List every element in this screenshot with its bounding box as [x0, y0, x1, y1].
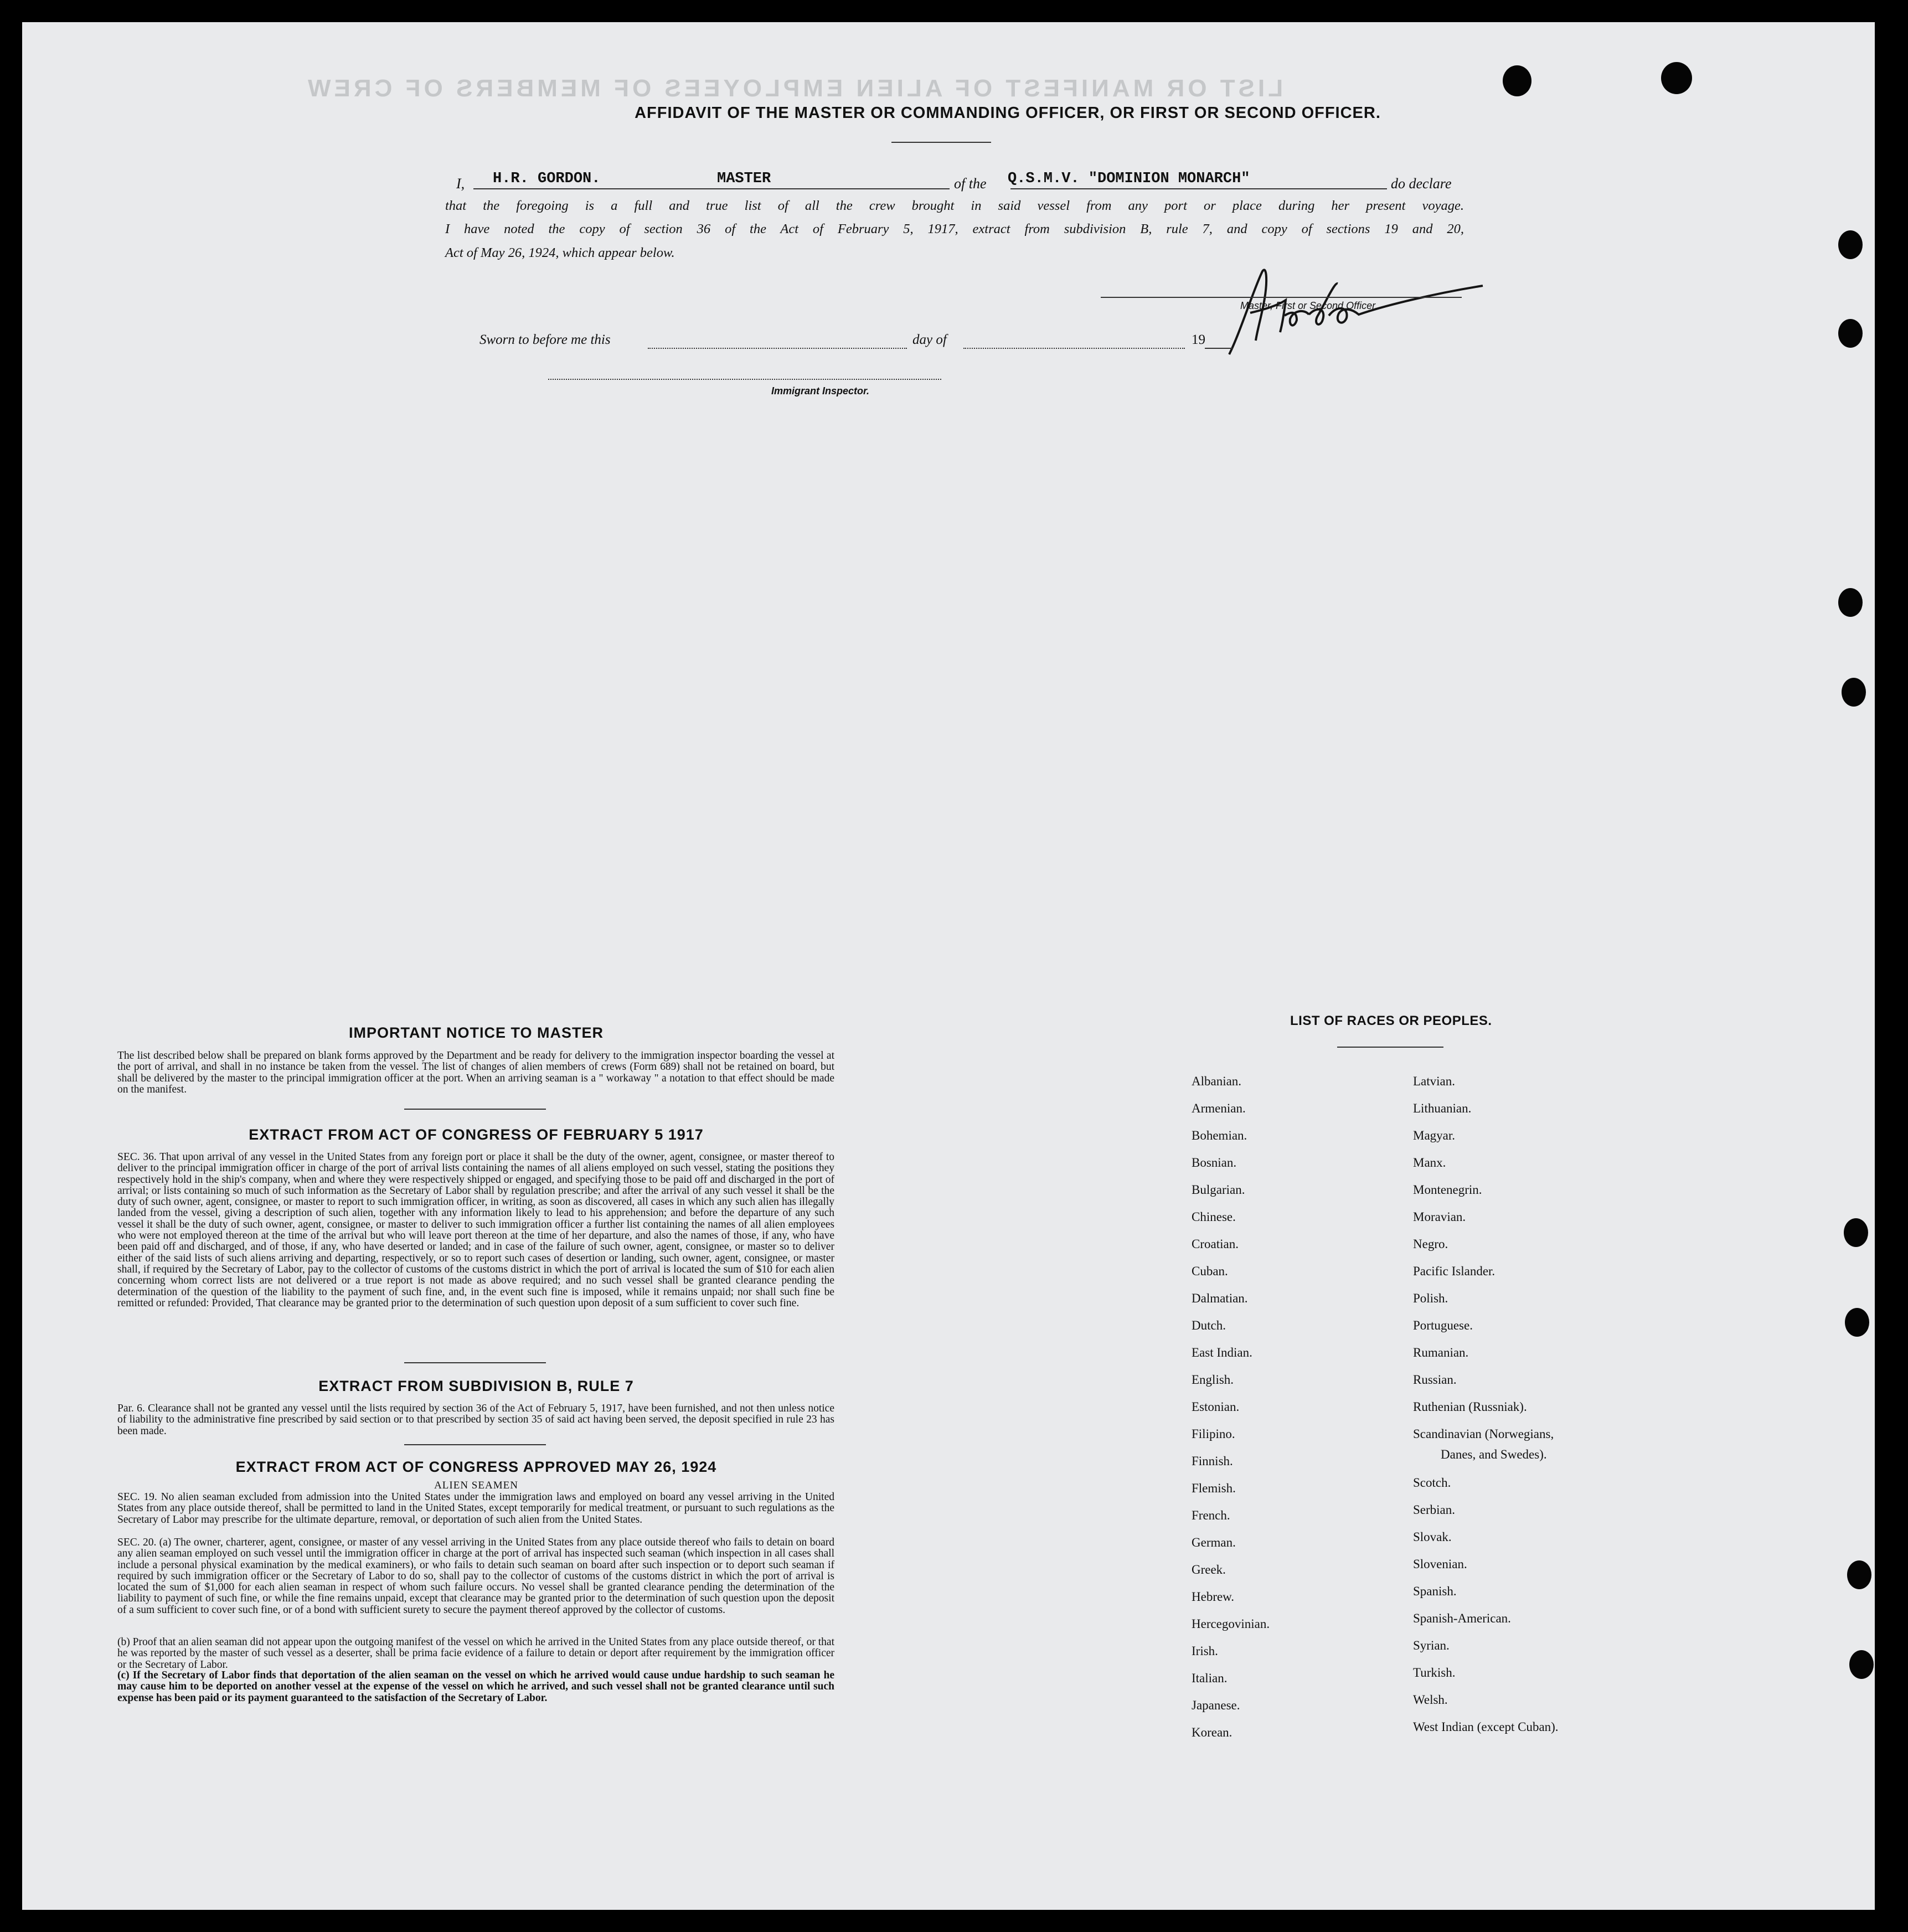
- race-item: Hercegovinian.: [1192, 1617, 1270, 1631]
- race-item: Lithuanian.: [1413, 1101, 1472, 1115]
- binder-hole: [1838, 588, 1863, 617]
- year-label: 19: [1192, 332, 1205, 347]
- race-item: Chinese.: [1192, 1210, 1236, 1224]
- binder-hole-top-right: [1661, 62, 1692, 94]
- name-underline: [473, 188, 950, 189]
- extract-rule7-title: EXTRACT FROM SUBDIVISION B, RULE 7: [318, 1378, 634, 1394]
- bleed-through-text: LIST OR MANIFEST OF ALIEN EMPLOYEES OF MEMBERS OF CREW: [305, 75, 1283, 102]
- of-the-label: of the: [954, 176, 987, 192]
- race-item: Pacific Islander.: [1413, 1264, 1496, 1278]
- signature-line: [1101, 297, 1462, 298]
- race-item: Filipino.: [1192, 1427, 1235, 1441]
- race-item: Bohemian.: [1192, 1129, 1247, 1142]
- month-line: [963, 348, 1185, 349]
- title-rule: [891, 142, 991, 143]
- race-item: Spanish.: [1413, 1584, 1457, 1598]
- race-item: Estonian.: [1192, 1400, 1240, 1414]
- race-item: Korean.: [1192, 1725, 1233, 1739]
- affidavit-line-3: I have noted the copy of section 36 of the Act of February 5, 1917, extract from subdivision B, rule 7, and copy of sections 19 and 20,: [445, 221, 1464, 236]
- binder-hole: [1842, 678, 1866, 707]
- race-item: Latvian.: [1413, 1074, 1455, 1088]
- notice-body: The list described below shall be prepared on blank forms approved by the Department and be ready for delivery to the immigration inspector boarding the vessel at the port of arrival, and shall in no instance be taken from the vessel. The list of changes of alien members of crews (Form 689) shall not be retained on board, but shall be delivered by the master to the principal immigration officer at the port. When an arriving seaman is a " workaway " a notation to that effect should be made on the manifest.: [117, 1050, 834, 1095]
- race-item: Danes, and Swedes).: [1441, 1447, 1547, 1461]
- race-item: East Indian.: [1192, 1346, 1252, 1359]
- affidavit-title: AFFIDAVIT OF THE MASTER OR COMMANDING OFFICER, OR FIRST OR SECOND OFFICER.: [635, 104, 1381, 122]
- year-line: [1205, 348, 1233, 349]
- race-item: Armenian.: [1192, 1101, 1246, 1115]
- extract-rule7-body: Par. 6. Clearance shall not be granted any vessel until the lists required by section 36 of the Act of February 5, 1917, have been furnished, and not then unless notice of liability to the administrative fine prescribed by said section or to that prescribed by section 35 of said act having been served, the deposit specified in rule 23 has been made.: [117, 1403, 834, 1437]
- extract-1924-sec20c: (c) If the Secretary of Labor finds that deportation of the alien seaman on the vessel on which he arrived would cause undue hardship to such seaman he may cause him to be deported on another vessel at the expense of the vessel on which he arrived, and such vessel shall not be granted clearance until such expense has been paid or its payment guaranteed to the satisfaction of the Secretary of Labor.: [117, 1670, 834, 1704]
- race-item: West Indian (except Cuban).: [1413, 1720, 1559, 1734]
- master-name: H.R. GORDON.: [493, 171, 601, 187]
- binder-hole: [1838, 319, 1863, 348]
- race-item: Japanese.: [1192, 1698, 1240, 1712]
- race-item: Hebrew.: [1192, 1590, 1235, 1604]
- extract-1917-rule: [404, 1362, 546, 1363]
- race-item: Moravian.: [1413, 1210, 1466, 1224]
- race-item: Dutch.: [1192, 1318, 1226, 1332]
- race-item: Bulgarian.: [1192, 1183, 1245, 1197]
- race-item: Scandinavian (Norwegians,: [1413, 1427, 1554, 1441]
- race-item: Finnish.: [1192, 1454, 1233, 1468]
- extract-rule7-rule: [404, 1444, 546, 1445]
- race-item: Rumanian.: [1413, 1346, 1469, 1359]
- inspector-line: [548, 379, 941, 380]
- race-item: Portuguese.: [1413, 1318, 1473, 1332]
- extract-1924-title: EXTRACT FROM ACT OF CONGRESS APPROVED MAY 26, 1924: [235, 1459, 717, 1475]
- extract-1917-title: EXTRACT FROM ACT OF CONGRESS OF FEBRUARY 5 1917: [249, 1126, 704, 1143]
- affidavit-line-2: that the foregoing is a full and true list of all the crew brought in said vessel from any port or place during her present voyage.: [445, 198, 1464, 213]
- binder-hole-top-left: [1503, 65, 1531, 96]
- affidavit-line-4: Act of May 26, 1924, which appear below.: [445, 245, 675, 260]
- race-item: Slovenian.: [1413, 1557, 1467, 1571]
- race-item: Irish.: [1192, 1644, 1218, 1658]
- race-item: Flemish.: [1192, 1481, 1236, 1495]
- race-item: German.: [1192, 1536, 1236, 1549]
- extract-1924-sec20a: SEC. 20. (a) The owner, charterer, agent, consignee, or master of any vessel arriving in the United States from any place outside thereof who fails to detain on board any alien seaman employed on such vessel until the immigration officer in charge at the port of arrival has inspected such seaman (which inspection in all cases shall include a personal physical examination by the medical examiners), or who fails to detain such seaman on board after such inspection or to deport such seaman if required by such immigration officer or the Secretary of Labor to do so, shall pay to the collector of customs of the customs district in which the port of arrival is located the sum of $1,000 for each alien seaman in respect of whom such failure occurs. No vessel shall be granted clearance pending the determination of the liability to payment of such fine, or while the fine remains unpaid, except that clearance may be granted prior to the determination of such question upon the deposit of a sum sufficient to cover such fine, or of a bond with sufficient surety to secure the payment thereof approved by the collector of customs.: [117, 1537, 834, 1616]
- notice-rule: [404, 1109, 546, 1110]
- inspector-label: Immigrant Inspector.: [771, 385, 870, 396]
- signature-label: Master, First or Second Officer.: [1240, 300, 1378, 311]
- race-item: Manx.: [1413, 1156, 1446, 1169]
- race-item: Polish.: [1413, 1291, 1448, 1305]
- vessel-name: Q.S.M.V. "DOMINION MONARCH": [1008, 171, 1250, 187]
- race-item: Dalmatian.: [1192, 1291, 1248, 1305]
- race-item: Slovak.: [1413, 1530, 1452, 1544]
- document-page: [22, 22, 1875, 1910]
- race-item: Greek.: [1192, 1563, 1226, 1576]
- race-item: Welsh.: [1413, 1693, 1448, 1707]
- sworn-date-line: [648, 348, 907, 349]
- races-rule: [1337, 1047, 1443, 1048]
- races-title: LIST OF RACES OR PEOPLES.: [1290, 1013, 1492, 1028]
- race-item: Albanian.: [1192, 1074, 1242, 1088]
- binder-hole: [1847, 1560, 1871, 1589]
- race-item: Croatian.: [1192, 1237, 1239, 1251]
- race-item: Turkish.: [1413, 1666, 1456, 1679]
- race-item: Syrian.: [1413, 1639, 1450, 1652]
- binder-hole: [1844, 1218, 1868, 1247]
- day-of-label: day of: [912, 332, 947, 347]
- race-item: Negro.: [1413, 1237, 1448, 1251]
- race-item: Montenegrin.: [1413, 1183, 1482, 1197]
- race-item: Magyar.: [1413, 1129, 1456, 1142]
- race-item: Ruthenian (Russniak).: [1413, 1400, 1527, 1414]
- race-item: French.: [1192, 1508, 1230, 1522]
- affidavit-prefix: I,: [456, 176, 465, 192]
- race-item: Italian.: [1192, 1671, 1228, 1685]
- sworn-label: Sworn to before me this: [479, 332, 611, 347]
- do-declare-label: do declare: [1391, 176, 1452, 192]
- race-item: English.: [1192, 1373, 1234, 1387]
- extract-1924-sec19: SEC. 19. No alien seaman excluded from admission into the United States under the immigration laws and employed on board any vessel arriving in the United States from any place outside thereof, shall be permitted to land in the United States, except temporarily for medical treatment, or pursuant to such regulations as the Secretary of Labor may prescribe for the ultimate departure, removal, or deportation of such alien from the United States.: [117, 1491, 834, 1526]
- race-item: Cuban.: [1192, 1264, 1228, 1278]
- race-item: Bosnian.: [1192, 1156, 1237, 1169]
- race-item: Russian.: [1413, 1373, 1457, 1387]
- extract-1917-body: SEC. 36. That upon arrival of any vessel in the United States from any foreign port or place it shall be the duty of the owner, agent, consignee, or master thereof to deliver to the principal immigration officer in charge of the port of arrival lists containing the names of all aliens employed on such vessel, stating the positions they respectively hold in the ship's company, when and where they were respectively shipped or engaged, and specifying those to be paid off and discharged in the port of arrival; or lists containing so much of such information as the Secretary of Labor shall by regulation prescribe; and after the arrival of any such vessel it shall be the duty of such owner, agent, consignee, or master to report to such immigration officer, in writing, as soon as discovered, all cases in which any such alien has illegally landed from the vessel, giving a description of such alien, together with any information likely to lead to his apprehension; and before the departure of any such vessel it shall be the duty of such owner, agent, consignee, or master to deliver to such immigration officer a further list containing the names of all alien employees who were not employed thereon at the time of the arrival but who will leave port thereon at the time of her departure, and also the names of those, if any, who have been paid off and discharged, and of those, if any, who have deserted or landed; and in case of the failure of such owner, agent, consignee, or master so to deliver either of the said lists of such aliens arriving and departing, respectively, or so to report such cases of desertion or landing, such owner, agent, consignee, or master shall, if required by the Secretary of Labor, pay to the collector of customs of the customs district in which the port of arrival is located the sum of $10 for each alien concerning whom correct lists are not delivered or a true report is not made as above required; and no such vessel shall be granted clearance pending the determination of the question of the liability to the payment of such fine, and, in the event such fine is imposed, while it remains unpaid; nor shall such fine be remitted or refunded: Provided, That clearance may be granted prior to the determination of such question upon deposit of a sum sufficient to cover such fine.: [117, 1151, 834, 1309]
- race-item: Spanish-American.: [1413, 1611, 1511, 1625]
- race-item: Serbian.: [1413, 1503, 1456, 1517]
- vessel-underline: [1010, 188, 1387, 189]
- master-rank: MASTER: [717, 171, 771, 187]
- binder-hole: [1845, 1308, 1869, 1337]
- race-item: Scotch.: [1413, 1476, 1451, 1490]
- extract-1924-sec20b: (b) Proof that an alien seaman did not appear upon the outgoing manifest of the vessel on which he arrived in the United States from any place outside thereof, or that he was reported by the master of such vessel as a deserter, shall be prima facie evidence of a failure to detain or deport after requirement by the immigration officer or the Secretary of Labor.: [117, 1636, 834, 1671]
- binder-hole: [1838, 230, 1863, 259]
- binder-hole: [1849, 1650, 1874, 1679]
- extract-1924-subtitle: ALIEN SEAMEN: [434, 1480, 518, 1491]
- notice-title: IMPORTANT NOTICE TO MASTER: [349, 1024, 604, 1041]
